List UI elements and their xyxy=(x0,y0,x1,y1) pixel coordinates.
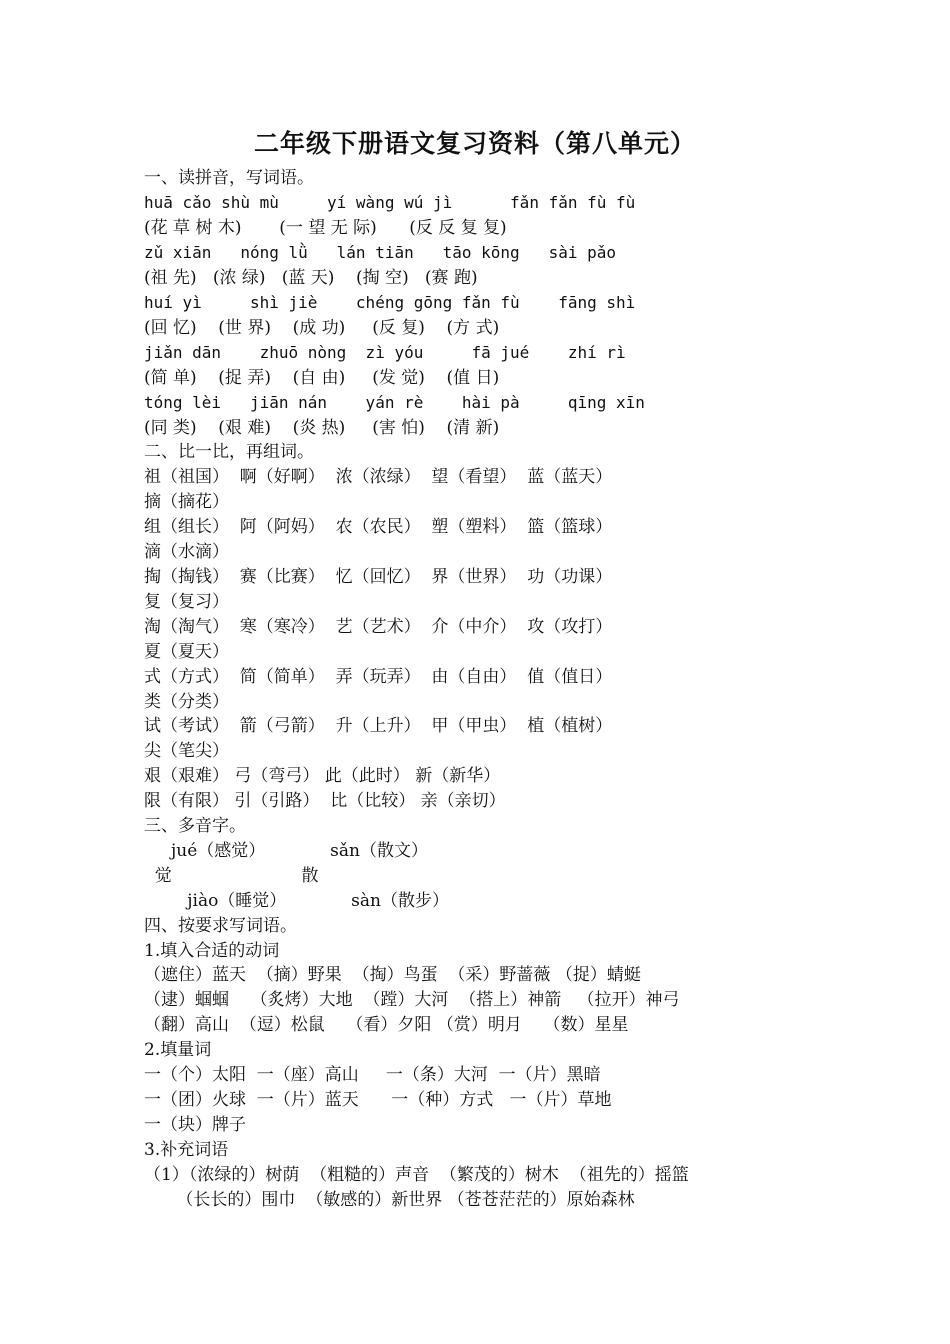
exercise-line: （逮）蝈蝈 （炙烤）大地 （蹚）大河 （搭上）神箭 （拉开）神弓 xyxy=(144,990,680,1010)
exercise-line: （长长的）围巾 （敏感的）新世界 （苍苍茫茫的）原始森林 xyxy=(144,1190,635,1210)
exercise-line: 一（块）牌子 xyxy=(144,1115,246,1135)
section3-heading: 三、多音字。 xyxy=(144,816,246,836)
word-line: (花 草 树 木) (一 望 无 际) (反 反 复 复) xyxy=(144,218,507,238)
subheading: 1.填入合适的动词 xyxy=(144,941,280,961)
compare-line: 尖（笔尖） xyxy=(144,741,229,761)
subheading: 3.补充词语 xyxy=(144,1140,229,1160)
compare-line: 组（组长） 阿（阿妈） 农（农民） 塑（塑料） 篮（篮球） xyxy=(144,517,613,537)
exercise-line: 一（个）太阳 一（座）高山 一（条）大河 一（片）黑暗 xyxy=(144,1065,601,1085)
compare-line: 类（分类） xyxy=(144,692,229,712)
compare-line: 祖（祖国） 啊（好啊） 浓（浓绿） 望（看望） 蓝（蓝天） xyxy=(144,467,613,487)
pinyin-line: huí yì shì jiè chéng gōng fǎn fù fāng shì xyxy=(144,293,636,312)
word-line: (祖 先) (浓 绿) (蓝 天) (掏 空) (赛 跑) xyxy=(144,268,478,288)
compare-line: 试（考试） 箭（弓箭） 升（上升） 甲（甲虫） 植（植树） xyxy=(144,716,613,736)
compare-line: 淘（淘气） 寒（寒冷） 艺（艺术） 介（中介） 攻（攻打） xyxy=(144,617,613,637)
compare-line: 复（复习） xyxy=(144,592,229,612)
polyphone-line: 觉 散 xyxy=(144,866,319,886)
exercise-line: （遮住）蓝天 （摘）野果 （掏）鸟蛋 （采）野蔷薇 （捉）蜻蜓 xyxy=(144,965,641,985)
polyphone-line: jué（感觉） sǎn（散文） xyxy=(144,841,428,861)
word-line: (同 类) (艰 难) (炎 热) (害 怕) (清 新) xyxy=(144,418,500,438)
pinyin-line: tóng lèi jiān nán yán rè hài pà qīng xīn xyxy=(144,393,645,412)
word-line: (回 忆) (世 界) (成 功) (反 复) (方 式) xyxy=(144,318,500,338)
compare-line: 掏（掏钱） 赛（比赛） 忆（回忆） 界（世界） 功（功课） xyxy=(144,567,613,587)
polyphone-line: jiào（睡觉） sàn（散步） xyxy=(144,891,449,911)
compare-line: 式（方式） 简（简单） 弄（玩弄） 由（自由） 值（值日） xyxy=(144,667,613,687)
document-title: 二年级下册语文复习资料（第八单元） xyxy=(253,129,696,158)
word-line: (简 单) (捉 弄) (自 由) (发 觉) (值 日) xyxy=(144,368,500,388)
subheading: 2.填量词 xyxy=(144,1040,212,1060)
pinyin-line: jiǎn dān zhuō nòng zì yóu fā jué zhí rì xyxy=(144,343,626,362)
compare-line: 滴（水滴） xyxy=(144,542,229,562)
compare-line: 摘（摘花） xyxy=(144,492,229,512)
exercise-line: 一（团）火球 一（片）蓝天 一（种）方式 一（片）草地 xyxy=(144,1090,612,1110)
section4-heading: 四、按要求写词语。 xyxy=(144,916,297,936)
exercise-line: （翻）高山 （逗）松鼠 （看）夕阳 （赏）明月 （数）星星 xyxy=(144,1015,629,1035)
compare-line: 限（有限） 引（引路） 比（比较） 亲（亲切） xyxy=(144,791,506,811)
exercise-line: （1）（浓绿的）树荫 （粗糙的）声音 （繁茂的）树木 （祖先的）摇篮 xyxy=(144,1165,689,1185)
compare-line: 夏（夏天） xyxy=(144,642,229,662)
section2-heading: 二、比一比，再组词。 xyxy=(144,442,314,462)
compare-line: 艰（艰难） 弓（弯弓） 此（此时） 新（新华） xyxy=(144,766,501,786)
pinyin-line: huā cǎo shù mù yí wàng wú jì fǎn fǎn fù fù xyxy=(144,193,636,212)
section1-heading: 一、读拼音，写词语。 xyxy=(144,168,314,188)
pinyin-line: zǔ xiān nóng lǜ lán tiān tāo kōng sài pǎo xyxy=(144,243,617,262)
